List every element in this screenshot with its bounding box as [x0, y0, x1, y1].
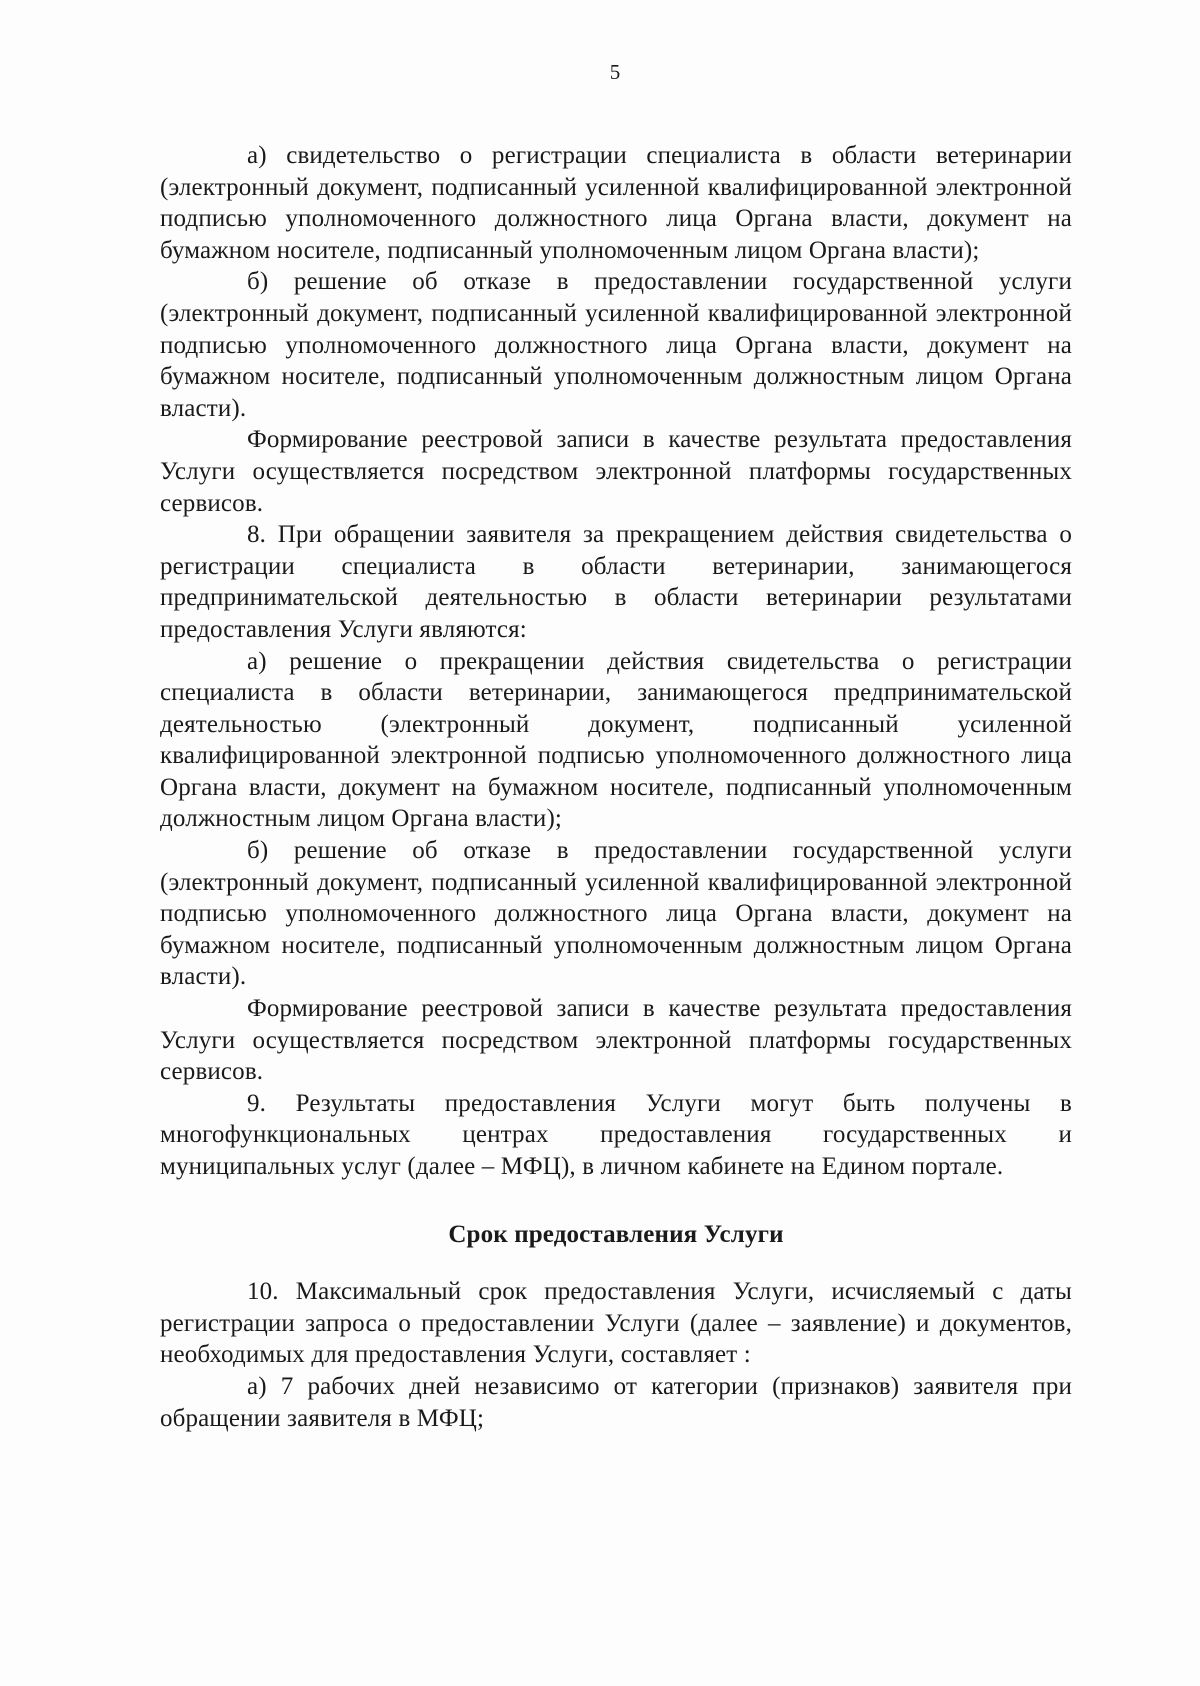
- document-body: [160, 140, 1072, 1434]
- paragraph-term-mfc: а) 7 рабочих дней независимо от категории (признаков) заявителя при обращении заявителя в МФЦ;: [160, 1372, 1072, 1432]
- page-number: 5: [609, 60, 621, 84]
- paragraph-item-8: 8. При обращении заявителя за прекращением действия свидетельства о регистрации специалиста в области ветеринарии, занимающегося предпринимательской деятельностью в области ветеринарии результатами предоставления Услуги являются:: [160, 521, 1072, 643]
- paragraph-item-10: 10. Максимальный срок предоставления Услуги, исчисляемый с даты регистрации запроса о предоставлении Услуги (далее – заявление) и документов, необходимых для предоставления Услуги, составляет :: [160, 1278, 1072, 1369]
- paragraph-registry-entry-2: Формирование реестровой записи в качестве результата предоставления Услуги осуществляется посредством электронной платформы государственных сервисов.: [160, 995, 1072, 1086]
- paragraph-termination-decision: а) решение о прекращении действия свидетельства о регистрации специалиста в области ветеринарии, занимающегося предпринимательской деятельностью (электронный документ, подписанный усиленной квалифицированной электронной подписью уполномоченного должностного лица Органа власти, документ на бумажном носителе, подписанный уполномоченным должностным лицом Органа власти);: [160, 647, 1072, 833]
- paragraph-item-9: 9. Результаты предоставления Услуги могут быть получены в многофункциональных центрах предоставления государственных и муниципальных услуг (далее – МФЦ), в личном кабинете на Едином портале.: [160, 1089, 1072, 1180]
- paragraph-refusal-result-2: б) решение об отказе в предоставлении государственной услуги (электронный документ, подписанный усиленной квалифицированной электронной подписью уполномоченного должностного лица Органа власти, документ на бумажном носителе, подписанный уполномоченным должностным лицом Органа власти).: [160, 837, 1072, 991]
- paragraph-registry-entry: Формирование реестровой записи в качестве результата предоставления Услуги осуществляется посредством электронной платформы государственных сервисов.: [160, 426, 1072, 517]
- section-title: Срок предоставления Услуги: [448, 1220, 784, 1248]
- paragraph-certificate-result: а) свидетельство о регистрации специалиста в области ветеринарии (электронный документ, подписанный усиленной квалифицированной электронной подписью уполномоченного должностного лица Органа власти, документ на бумажном носителе, подписанный уполномоченным лицом Органа власти);: [160, 142, 1072, 264]
- paragraph-refusal-result: б) решение об отказе в предоставлении государственной услуги (электронный документ, подписанный усиленной квалифицированной электронной подписью уполномоченного должностного лица Органа власти, документ на бумажном носителе, подписанный уполномоченным должностным лицом Органа власти).: [160, 268, 1072, 422]
